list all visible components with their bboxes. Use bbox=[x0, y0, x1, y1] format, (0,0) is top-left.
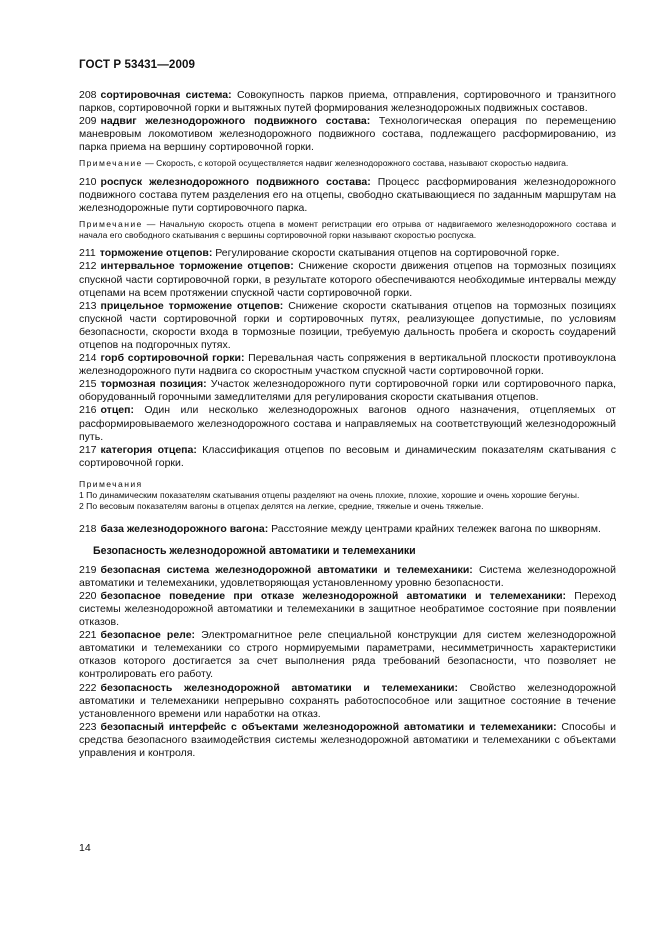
entry-number: 218 bbox=[79, 522, 97, 535]
term-entry-213 bbox=[79, 300, 616, 352]
term-entry-222 bbox=[79, 682, 616, 721]
entry-term: безопасное реле: bbox=[100, 629, 196, 642]
term-entry-217 bbox=[79, 444, 616, 470]
entry-number: 212 bbox=[79, 260, 97, 273]
entry-definition: Перевальная часть сопряжения в вертикальной плоскости противоуклона железнодорожного пути надвига со скоростным участком спускной части сортировочной горки. bbox=[79, 352, 616, 378]
entry-term: прицельное торможение отцепов: bbox=[100, 299, 284, 312]
entry-term: безопасная система железнодорожной автоматики и телемеханики: bbox=[100, 563, 473, 576]
term-entry-215 bbox=[79, 378, 616, 404]
page-number: 14 bbox=[79, 842, 91, 854]
entry-number: 210 bbox=[79, 175, 97, 188]
entry-term: безопасный интерфейс с объектами железнодорожной автоматики и телемеханики: bbox=[100, 720, 557, 733]
entries-group-e bbox=[79, 564, 616, 760]
entry-number: 220 bbox=[79, 589, 97, 602]
entry-definition: Свойство железнодорожной автоматики и телемеханики непрерывно сохранять работоспособное или защитное состояние в течение установленного времени или наработки на отказ. bbox=[79, 681, 616, 720]
entry-term: интервальное торможение отцепов: bbox=[100, 260, 294, 273]
entry-term: горб сортировочной горки: bbox=[100, 352, 245, 365]
term-entry-214 bbox=[79, 352, 616, 378]
entry-definition: Регулирование скорости скатывания отцепов на сортировочной горке. bbox=[215, 247, 560, 260]
entry-definition: Процесс расформирования железнодорожного подвижного состава путем разделения его на отцепы, свободно скатывающиеся по заданным маршрутам на железнодорожные пути сортировочного парка. bbox=[79, 175, 616, 214]
entry-number: 209 bbox=[79, 115, 97, 128]
entry-number: 213 bbox=[79, 299, 97, 312]
note-209 bbox=[79, 158, 616, 169]
notes-label: Примечания bbox=[79, 478, 143, 489]
document-header: ГОСТ Р 53431—2009 bbox=[79, 58, 196, 71]
note-label: Примечание bbox=[79, 218, 143, 229]
note-label: Примечание bbox=[79, 158, 143, 169]
term-entry-209 bbox=[79, 115, 616, 154]
entry-definition: Система железнодорожной автоматики и телемеханики, удовлетворяющая установленному уровню безопасности. bbox=[79, 563, 617, 589]
term-entry-223 bbox=[79, 721, 616, 760]
entry-number: 223 bbox=[79, 720, 97, 733]
term-entry-221 bbox=[79, 629, 616, 681]
entry-definition: Участок железнодорожного пути сортировочной горки или сортировочного парка, оборудованный горочными замедлителями для регулирования скорости скатывания отцепов. bbox=[79, 378, 617, 404]
entry-definition: Технологическая операция по перемещению маневровым локомотивом железнодорожного подвижного состава, подлежащего расформированию, из парка приема на вершину сортировочной горки. bbox=[79, 115, 616, 154]
entry-number: 211 bbox=[79, 247, 96, 260]
term-entry-212 bbox=[79, 260, 616, 299]
entry-term: отцеп: bbox=[100, 404, 134, 417]
note-item: 2 По весовым показателям вагоны в отцепах делятся на легкие, средние, тяжелые и очень тяжелые. bbox=[79, 501, 484, 512]
entry-definition: Снижение скорости движения отцепов на тормозных позициях спускной части сортировочной горки, в результате которого обеспечиваются необходимые интервалы между отцепами на всем протяжении спускной части сортировочной горки. bbox=[79, 260, 616, 299]
entry-definition: Способы и средства безопасного взаимодействия системы железнодорожной автоматики и телемеханики с объектами управления и контроля. bbox=[79, 720, 616, 759]
entry-term: сортировочная система: bbox=[100, 89, 232, 101]
note-item: 1 По динамическим показателям скатывания отцепы разделяют на очень плохие, плохие, хорошие и очень хорошие бегуны. bbox=[79, 490, 580, 501]
entry-term: торможение отцепов: bbox=[99, 247, 213, 260]
term-entry-220 bbox=[79, 590, 616, 629]
term-entry-218 bbox=[79, 523, 616, 536]
entry-term: база железнодорожного вагона: bbox=[100, 522, 269, 535]
entry-definition: Снижение скорости скатывания отцепов на тормозных позициях спускной части сортировочной горки и сортировочных путях, реализующее допустимые, по условиям безопасности, скорости входа в тормозные позиции, требуемую дальность пробега и скорость соударений отцепов на подгорочных путях. bbox=[79, 299, 616, 352]
entry-definition: Классификация отцепов по весовым и динамическим показателям скатывания с сортировочной горки. bbox=[79, 443, 617, 469]
entry-term: категория отцепа: bbox=[100, 443, 197, 456]
note-text: — Скорость, с которой осуществляется надвиг железнодорожного состава, называют скоростью надвига. bbox=[142, 158, 569, 169]
entry-number: 214 bbox=[79, 352, 97, 365]
entry-number: 222 bbox=[79, 681, 97, 694]
entry-definition: Переход системы железнодорожной автоматики и телемеханики в защитное необратимое состояние при появлении отказов. bbox=[79, 589, 616, 629]
entry-definition: Один или несколько железнодорожных вагонов одного назначения, отцепляемых от расформировываемого железнодорожного состава и направляемых на соответствующий железнодорожный путь. bbox=[79, 404, 616, 443]
entry-term: надвиг железнодорожного подвижного состава: bbox=[100, 115, 371, 128]
term-entry-219 bbox=[79, 564, 616, 590]
entry-number: 217 bbox=[79, 443, 97, 456]
entry-definition: Расстояние между центрами крайних тележек вагона по шкворням. bbox=[271, 522, 601, 535]
entry-number: 208 bbox=[79, 89, 97, 101]
entries-group-c bbox=[79, 247, 616, 470]
entries-group-b bbox=[79, 176, 616, 215]
page-content bbox=[79, 58, 616, 760]
entries-group-a bbox=[79, 89, 616, 154]
entry-definition: Электромагнитное реле специальной конструкции для систем железнодорожной автоматики и телемеханики со строго нормируемыми параметрами, несимметричность характеристики отказов которого достигается за счет выполнения ряда требований безопасности, что позволяет не контролировать его работу. bbox=[79, 629, 616, 681]
entry-number: 219 bbox=[79, 563, 97, 576]
section-title: Безопасность железнодорожной автоматики и телемеханики bbox=[93, 544, 416, 557]
entry-term: безопасное поведение при отказе железнодорожной автоматики и телемеханики: bbox=[100, 589, 567, 602]
entry-term: тормозная позиция: bbox=[100, 378, 207, 391]
entry-number: 215 bbox=[79, 378, 97, 391]
notes-217 bbox=[79, 479, 616, 513]
note-210 bbox=[79, 219, 616, 241]
entry-term: роспуск железнодорожного подвижного состава: bbox=[100, 175, 371, 188]
entries-group-d bbox=[79, 523, 616, 536]
entry-definition: Совокупность парков приема, отправления, сортировочного и транзитного парков, сортировочной горки и вытяжных путей формирования железнодорожных подвижных составов. bbox=[79, 89, 616, 115]
note-text: — Начальную скорость отцепа в момент регистрации его отрыва от надвигаемого железнодорожного состава и начала его свободного скатывания с вершины сортировочной горки называют скоростью роспуска. bbox=[79, 218, 616, 241]
entry-term: безопасность железнодорожной автоматики и телемеханики: bbox=[100, 681, 458, 694]
term-entry-210 bbox=[79, 176, 616, 215]
entry-number: 216 bbox=[79, 404, 97, 417]
term-entry-216 bbox=[79, 404, 616, 443]
term-entry-211 bbox=[79, 247, 616, 260]
entry-number: 221 bbox=[79, 629, 97, 642]
term-entry-208 bbox=[79, 89, 616, 115]
